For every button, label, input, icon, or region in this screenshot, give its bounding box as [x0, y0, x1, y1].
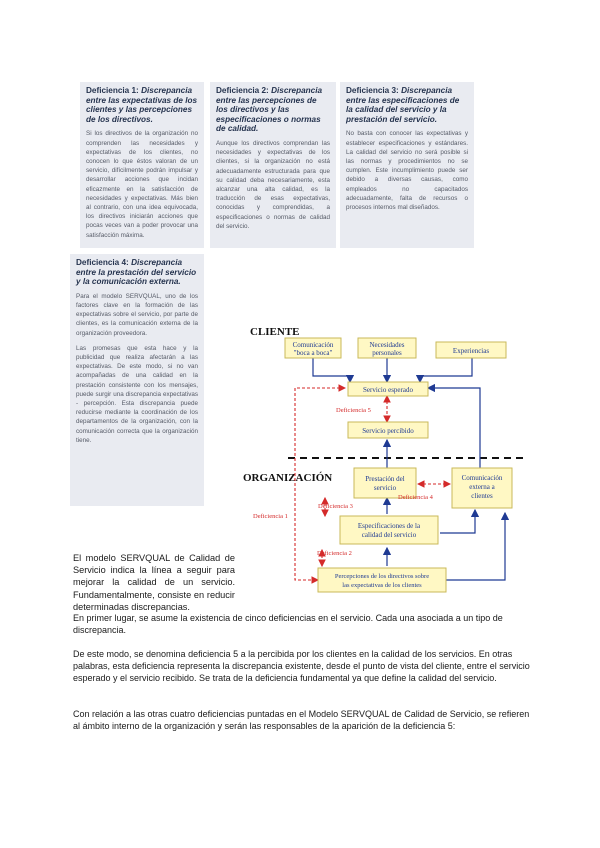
node-prestacion-l2: servicio [373, 484, 397, 492]
node-comunicacion-externa-l3: clientes [471, 492, 493, 500]
node-comunicacion-boca-l1: Comunicación [292, 341, 334, 349]
gap-label-d2: Deficiencia 2 [317, 550, 352, 557]
deficiency-2-heading [216, 86, 330, 134]
deficiency-3-text: No basta con conocer las expectativas y establecer especificaciones y estándares. La calidad del servicio no será posible si las normas y procedimientos no se cumplen. Este incumplimiento puede ser debido a diversas causas, como empleados no capacitados adecuadamente, falta de recursos o procesos internos mal diseñados. [346, 130, 468, 211]
node-necesidades [358, 338, 416, 358]
gap-label-d5: Deficiencia 5 [336, 407, 371, 414]
diagram-caption: El modelo SERVQUAL de Calidad de Servicio indica la línea a seguir para mejorar la calidad de un servicio. Fundamentalmente, consiste en reducir determinadas discrepancias. [73, 553, 235, 612]
node-especificaciones-l2: calidad del servicio [361, 531, 417, 539]
node-comunicacion-boca-l2: "boca a boca" [293, 349, 333, 357]
node-experiencias-l1: Experiencias [452, 347, 490, 355]
gap-label-d1: Deficiencia 1 [253, 513, 288, 520]
deficiency-3-subtitle: Discrepancia entre las especificaciones de la calidad del servicio y la prestación del servicio. [346, 86, 460, 124]
node-necesidades-l1: Necesidades [369, 341, 405, 349]
gap-label-d4: Deficiencia 4 [398, 494, 433, 501]
node-experiencias [436, 342, 506, 358]
deficiency-3-box [340, 82, 474, 248]
deficiency-2-title: Deficiencia 2: [216, 86, 269, 95]
deficiency-1-heading [86, 86, 198, 124]
deficiency-1-box [80, 82, 204, 248]
deficiency-1-subtitle: Discrepancia entre las expectativas de los clientes y las percepciones de los directivos. [86, 86, 198, 124]
deficiency-2-subtitle: Discrepancia entre las percepciones de los directivos y las especificaciones o normas de calidad. [216, 86, 323, 134]
node-comunicacion-boca [285, 338, 341, 358]
deficiency-3-heading [346, 86, 468, 124]
deficiency-3-title: Deficiencia 3: [346, 86, 399, 95]
deficiency-4-box [70, 254, 204, 506]
arrow-boca-to-esperado [313, 356, 350, 382]
node-especificaciones [340, 516, 438, 544]
node-percepciones-l2: las expectativas de los clientes [342, 582, 422, 589]
node-servicio-esperado-l1: Servicio esperado [363, 386, 413, 394]
node-prestacion-l1: Prestación del [365, 475, 405, 483]
arrow-comunicacion-to-esperado [428, 388, 480, 468]
paragraph-1: En primer lugar, se asume la existencia de cinco deficiencias en el servicio. Cada una asociada a un tipo de discrepancia. [73, 613, 503, 636]
deficiency-2-box [210, 82, 336, 248]
deficiency-1-title: Deficiencia 1: [86, 86, 139, 95]
node-comunicacion-externa [452, 468, 512, 508]
deficiency-2-text: Aunque los directivos comprendan las necesidades y expectativas de los clientes, si la organización no está adecuadamente estructurada para que su calidad deba necesariamente, esta alcanzar una alta calidad, es la traducción de esas expectativas, conocidas y comprendidas, a especificaciones o normas de calidad del servicio. [216, 139, 330, 230]
node-comunicacion-externa-l1: Comunicación [461, 474, 503, 482]
node-percepciones [318, 568, 446, 592]
node-servicio-percibido-l1: Servicio percibido [362, 427, 414, 435]
node-necesidades-l2: personales [372, 349, 402, 357]
deficiency-4-subtitle: Discrepancia entre la prestación del servicio y la comunicación externa. [76, 258, 197, 287]
deficiency-4-text-1: Para el modelo SERVQUAL, uno de los factores clave en la formación de las expectativas sobre el servicio, por parte de clientes, es la comunicación externa de la organización proveedora. [76, 292, 198, 337]
arrow-especificaciones-to-comunicacion [440, 510, 475, 533]
paragraph-3: Con relación a las otras cuatro deficiencias puntadas en el Modelo SERVQUAL de Calidad de Servicio, se refieren al ámbito interno de la organización y serán las responsables de la aparición de la deficiencia 5: [73, 709, 530, 732]
node-percepciones-l1: Percepciones de los directivos sobre [334, 573, 430, 580]
servqual-diagram [240, 318, 530, 598]
node-especificaciones-l1: Especificaciones de la [357, 522, 421, 530]
node-servicio-percibido [348, 422, 428, 438]
deficiency-4-text-2: Las promesas que esta hace y la publicidad que realiza afectarán a las expectativas. De este modo, si no van acompañadas de una calidad en la prestación consistente con los mensajes, puede surgir una discrepancia expectativas - percepción. Esta discrepancia puede reducirse mediante la coordinación de los departamentos de la organización, con la comunicación correcta que la organización tiene. [76, 344, 198, 444]
deficiency-4-title: Deficiencia 4: [76, 258, 129, 267]
node-comunicacion-externa-l2: externa a [469, 483, 495, 491]
arrow-experiencias-to-esperado [420, 356, 472, 382]
deficiency-1-text: Si los directivos de la organización no comprenden las necesidades y expectativas de los clientes, no conocen lo que éstos valoran de un servicio, difícilmente podrán impulsar y desarrollar acciones que incidan eficazmente en la satisfacción de necesidades y expectativas. Más bien al contrario, con una idea equivocada, los directivos iniciarán acciones que pocas veces van a poder provocar una satisfacción máxima. [86, 130, 198, 239]
organization-label: ORGANIZACIÓN [243, 472, 333, 484]
node-servicio-esperado [348, 382, 428, 396]
paragraph-2: De este modo, se denomina deficiencia 5 a la percibida por los clientes en la calidad de los servicios. En otras palabras, esta deficiencia representa la discrepancia existente, desde el punto de vista del cliente, entre el servicio esperado y el servicio recibido. Se trata de la deficiencia fundamental ya que define la calidad del servicio. [73, 649, 530, 684]
gap-label-d3: Deficiencia 3 [318, 503, 353, 510]
deficiency-4-heading [76, 258, 198, 287]
client-label: CLIENTE [250, 326, 300, 338]
